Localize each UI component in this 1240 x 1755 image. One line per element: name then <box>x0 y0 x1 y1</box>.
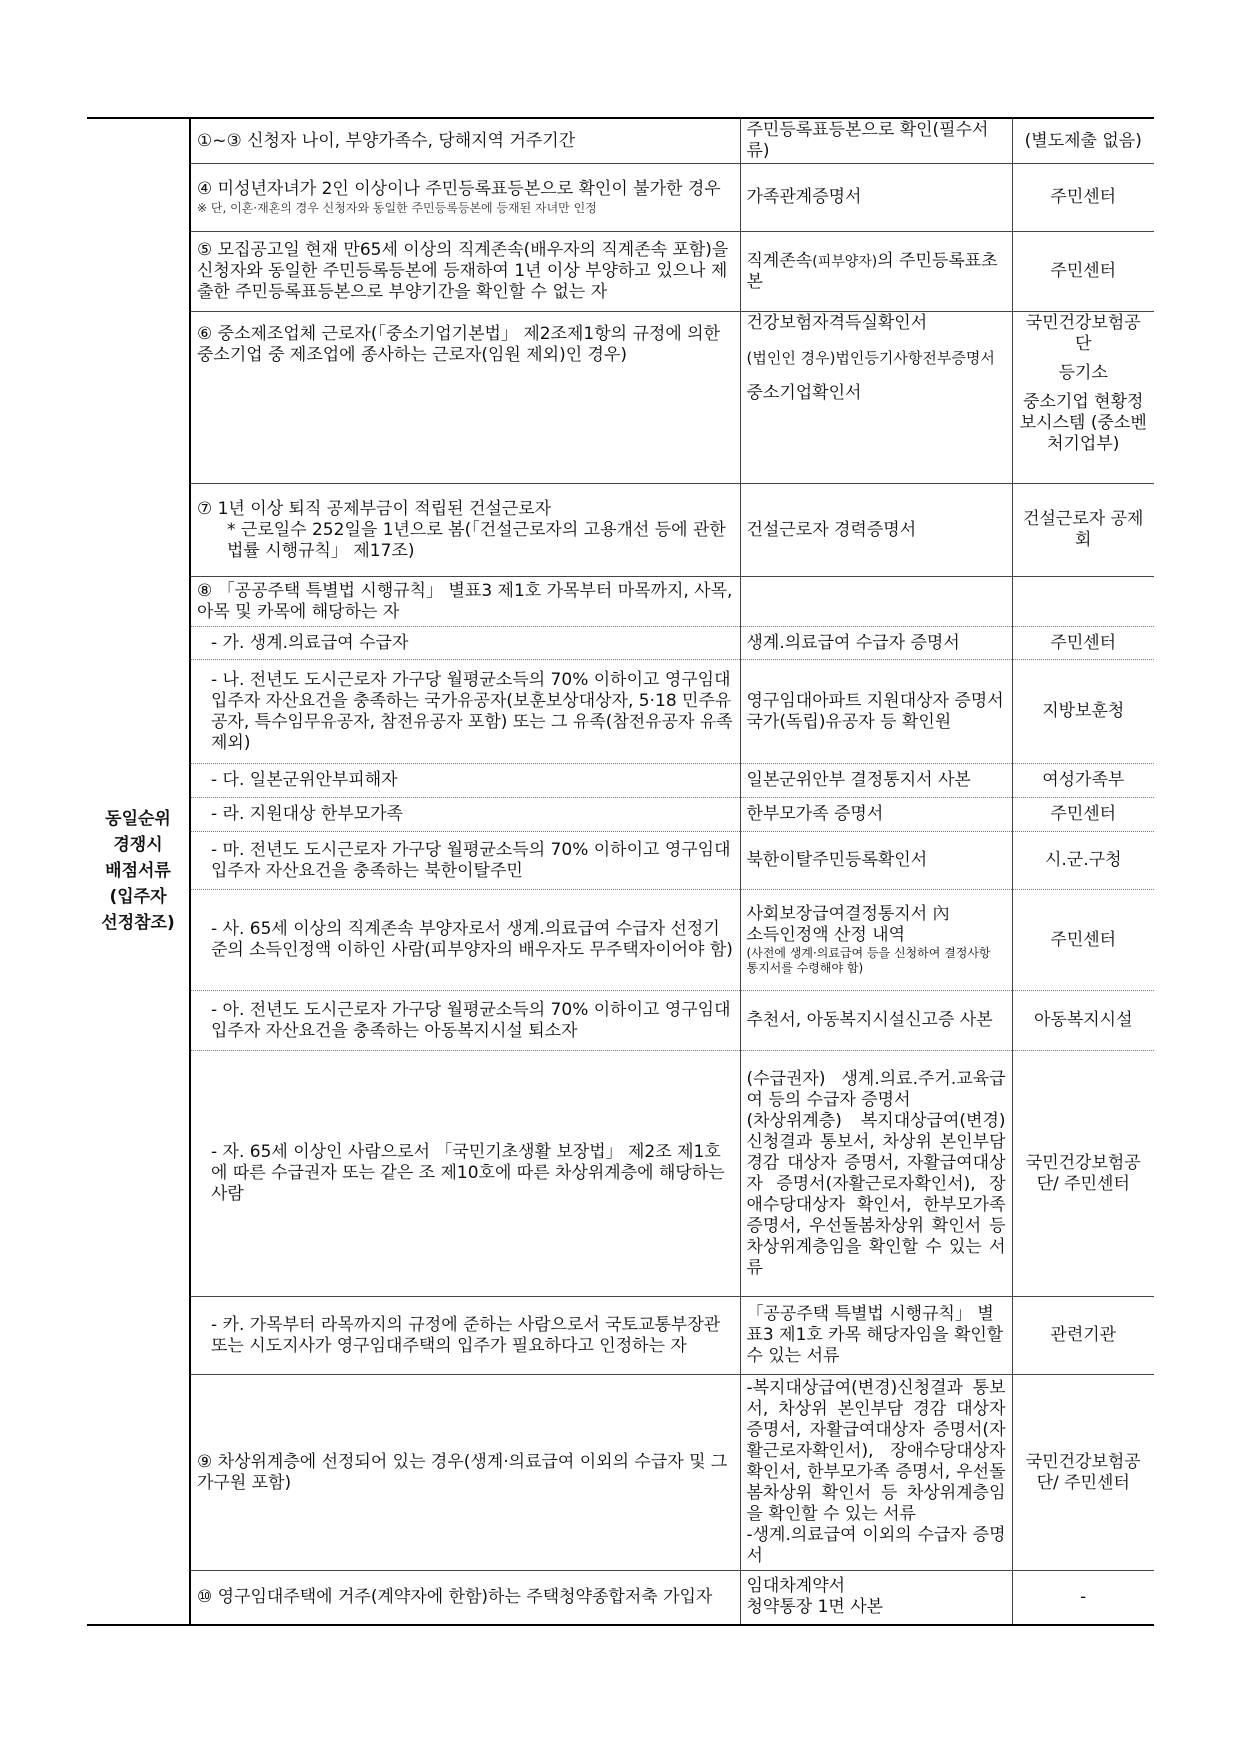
document-cell <box>740 577 1012 627</box>
document-table <box>87 117 1154 1626</box>
issuer-cell: 주민센터 <box>1012 627 1154 660</box>
condition-cell: - 나. 전년도 도시근로자 가구당 월평균소득의 70% 이하이고 영구임대 입주자 자산요건을 충족하는 국가유공자(보훈보상대상자, 5·18 민주유공자, 특수임무유공자, 참전유공자 포함) 또는 그 유족(참전유공자 유족 제외) <box>190 660 740 764</box>
table-row <box>87 660 1154 764</box>
document-note: (사전에 생계·의료급여 등을 신청하여 결정사항 통지서를 수령해야 함) <box>746 946 991 975</box>
condition-note: ※ 단, 이혼·재혼의 경우 신청자와 동일한 주민등록등본에 등재된 자녀만 인정 <box>197 201 597 215</box>
issuer-cell: 시.군.구청 <box>1012 832 1154 890</box>
document-text: 소득인정액 산정 내역 <box>746 925 906 945</box>
table-row <box>87 164 1154 232</box>
document-text: -생계.의료급여 이외의 수급자 증명서 <box>746 1525 1006 1566</box>
category-line: (입주자 <box>109 887 167 908</box>
document-text: (차상위계층) 복지대상급여(변경)신청결과 통보서, 차상위 본인부담 경감 대상자 증명서, 자활급여대상자 증명서(자활근로자확인서), 장애수당대상자 확인서, 한부모가족 증명서, 우선돌봄차상위 확인서 등 차상위계층임을 확인할 수 있는 서류 <box>746 1110 1006 1278</box>
issuer-cell <box>1012 312 1154 484</box>
issuer-text: 중소기업 현황정보시스템 (중소벤처기업부) <box>1019 392 1147 454</box>
issuer-cell: 국민건강보험공단/ 주민센터 <box>1012 1051 1154 1297</box>
document-cell: 한부모가족 증명서 <box>740 798 1012 832</box>
document-text: 사회보장급여결정통지서 內 <box>746 904 950 924</box>
table-row <box>87 627 1154 660</box>
condition-cell: ⑥ 중소제조업체 근로자(「중소기업기본법」 제2조제1항의 규정에 의한 중소기업 중 제조업에 종사하는 근로자(임원 제외)인 경우) <box>190 312 740 484</box>
issuer-cell: 건설근로자 공제회 <box>1012 484 1154 577</box>
document-text: (수급권자) 생계.의료.주거.교육급여 등의 수급자 증명서 <box>746 1068 1006 1110</box>
category-line: 경쟁시 <box>113 835 163 856</box>
document-text: 직계존속 <box>746 250 813 271</box>
issuer-cell <box>1012 577 1154 627</box>
table-row <box>87 1051 1154 1297</box>
document-text: -복지대상급여(변경)신청결과 통보서, 차상위 본인부담 경감 대상자 증명서, 자활급여대상자 증명서(자활근로자확인서), 장애수당대상자 확인서, 한부모가족 증명서, 우선돌봄차상위 확인서 등 차상위계층임을 확인할 수 있는 서류 <box>746 1378 1006 1524</box>
table-row <box>87 118 1154 164</box>
issuer-text: 국민건강보험공단 <box>1025 313 1141 354</box>
document-cell: 「공공주택 특별법 시행규칙」 별표3 제1호 카목 해당자임을 확인할 수 있는 서류 <box>740 1297 1012 1375</box>
document-text: 국가(독립)유공자 등 확인원 <box>746 711 952 732</box>
condition-cell: - 자. 65세 이상인 사람으로서 「국민기초생활 보장법」 제2조 제1호에 따른 수급권자 또는 같은 조 제10호에 따른 차상위계층에 해당하는 사람 <box>190 1051 740 1297</box>
document-cell <box>740 1571 1012 1625</box>
category-line: 선정참조) <box>101 913 175 934</box>
condition-cell: ⑨ 차상위계층에 선정되어 있는 경우(생계·의료급여 이외의 수급자 및 그 가구원 포함) <box>190 1375 740 1571</box>
issuer-cell: 주민센터 <box>1012 890 1154 991</box>
condition-cell: ①~③ 신청자 나이, 부양가족수, 당해지역 거주기간 <box>190 118 740 164</box>
issuer-cell: 지방보훈청 <box>1012 660 1154 764</box>
table-row <box>87 1571 1154 1625</box>
table-row <box>87 890 1154 991</box>
document-cell: 일본군위안부 결정통지서 사본 <box>740 764 1012 798</box>
table-row <box>87 1375 1154 1571</box>
document-text: 영구임대아파트 지원대상자 증명서 <box>746 690 1004 711</box>
document-text: 청약통장 1면 사본 <box>746 1597 884 1618</box>
condition-cell: - 가. 생계.의료급여 수급자 <box>190 627 740 660</box>
category-line: 배점서류 <box>105 861 171 882</box>
condition-cell: - 사. 65세 이상의 직계존속 부양자로서 생계.의료급여 수급자 선정기준의 소득인정액 이하인 사람(피부양자의 배우자도 무주택자이어야 함) <box>190 890 740 991</box>
issuer-cell: 주민센터 <box>1012 232 1154 312</box>
document-cell: 건설근로자 경력증명서 <box>740 484 1012 577</box>
document-cell <box>740 1375 1012 1571</box>
condition-cell: - 카. 가목부터 라목까지의 규정에 준하는 사람으로서 국토교통부장관 또는 시도지사가 영구임대주택의 입주가 필요하다고 인정하는 자 <box>190 1297 740 1375</box>
document-cell: 주민등록표등본으로 확인(필수서류) <box>740 118 1012 164</box>
condition-cell: ⑧ 「공공주택 특별법 시행규칙」 별표3 제1호 가목부터 마목까지, 사목, 아목 및 카목에 해당하는 자 <box>190 577 740 627</box>
condition-text: ⑦ 1년 이상 퇴직 공제부금이 적립된 건설근로자 <box>197 498 552 519</box>
issuer-cell: 관련기관 <box>1012 1297 1154 1375</box>
category-line: 동일순위 <box>105 809 171 830</box>
issuer-cell: 여성가족부 <box>1012 764 1154 798</box>
document-text: 건강보험자격득실확인서 <box>746 313 928 333</box>
table-row <box>87 312 1154 484</box>
document-cell <box>740 232 1012 312</box>
condition-cell: - 다. 일본군위안부피해자 <box>190 764 740 798</box>
document-text: (법인인 경우)법인등기사항전부증명서 <box>746 349 995 367</box>
condition-cell <box>190 164 740 232</box>
document-cell: 추천서, 아동복지시설신고증 사본 <box>740 991 1012 1051</box>
table-row <box>87 484 1154 577</box>
document-cell <box>740 312 1012 484</box>
condition-cell: ⑤ 모집공고일 현재 만65세 이상의 직계존속(배우자의 직계존속 포함)을 신청자와 동일한 주민등록등본에 등재하여 1년 이상 부양하고 있으나 제출한 주민등록표등본으로 부양기간을 확인할 수 없는 자 <box>190 232 740 312</box>
document-cell <box>740 890 1012 991</box>
table-row <box>87 832 1154 890</box>
condition-text: ④ 미성년자녀가 2인 이상이나 주민등록표등본으로 확인이 불가한 경우 <box>197 179 721 199</box>
condition-cell <box>190 484 740 577</box>
condition-cell: - 라. 지원대상 한부모가족 <box>190 798 740 832</box>
table-row <box>87 991 1154 1051</box>
issuer-cell: 국민건강보험공단/ 주민센터 <box>1012 1375 1154 1571</box>
document-cell: 가족관계증명서 <box>740 164 1012 232</box>
document-cell <box>740 1051 1012 1297</box>
condition-cell: ⑩ 영구임대주택에 거주(계약자에 한함)하는 주택청약종합저축 가입자 <box>190 1571 740 1625</box>
condition-cell: - 마. 전년도 도시근로자 가구당 월평균소득의 70% 이하이고 영구임대 입주자 자산요건을 충족하는 북한이탈주민 <box>190 832 740 890</box>
document-small: (피부양자) <box>812 253 878 270</box>
table-row <box>87 798 1154 832</box>
document-text: 임대차계약서 <box>746 1576 846 1597</box>
issuer-cell: (별도제출 없음) <box>1012 118 1154 164</box>
issuer-text: 등기소 <box>1058 363 1108 383</box>
document-cell: 북한이탈주민등록확인서 <box>740 832 1012 890</box>
document-text: 의 주민등록표초본 <box>746 250 998 292</box>
category-cell <box>87 118 190 1625</box>
table-row <box>87 577 1154 627</box>
issuer-cell: 주민센터 <box>1012 164 1154 232</box>
condition-note: * 근로일수 252일을 1년으로 봄(「건설근로자의 고용개선 등에 관한 법률 시행규칙」 제17조) <box>227 519 726 561</box>
issuer-cell: - <box>1012 1571 1154 1625</box>
table-row <box>87 764 1154 798</box>
issuer-cell: 아동복지시설 <box>1012 991 1154 1051</box>
table-row <box>87 232 1154 312</box>
document-cell <box>740 660 1012 764</box>
document-cell: 생계.의료급여 수급자 증명서 <box>740 627 1012 660</box>
document-text: 중소기업확인서 <box>746 383 862 403</box>
issuer-cell: 주민센터 <box>1012 798 1154 832</box>
table-row <box>87 1297 1154 1375</box>
condition-cell: - 아. 전년도 도시근로자 가구당 월평균소득의 70% 이하이고 영구임대 입주자 자산요건을 충족하는 아동복지시설 퇴소자 <box>190 991 740 1051</box>
